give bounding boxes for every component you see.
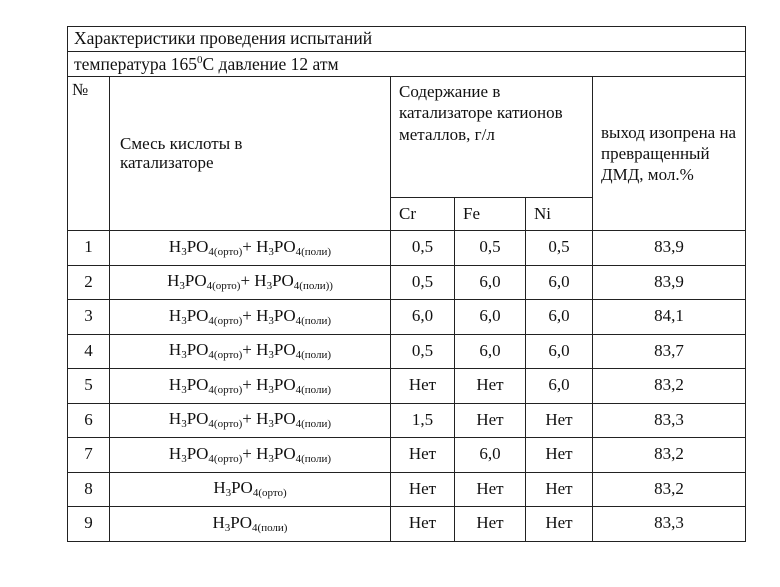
yield-header-text: выход изопрена на превращенный ДМД, мол.% xyxy=(601,122,737,185)
row-number-cell: 5 xyxy=(68,369,110,404)
formula-h-sub: 3 xyxy=(181,383,187,396)
cr-value-cell: Нет xyxy=(391,438,455,473)
column-header-mixture xyxy=(110,77,391,231)
formula-po: PO xyxy=(186,236,209,256)
cr-value-cell: 1,5 xyxy=(391,403,455,438)
formula-po2: PO xyxy=(273,340,296,360)
column-header-cr: Cr xyxy=(391,198,455,231)
formula-po-sub: 4(орто) xyxy=(206,280,241,293)
formula-cell xyxy=(110,369,391,404)
formula-po-sub: 4(орто) xyxy=(208,383,243,396)
conditions-prefix: температура 165 xyxy=(74,53,197,74)
formula-po: PO xyxy=(230,512,253,532)
formula-plus-h: + H xyxy=(242,443,269,463)
formula-h-sub: 3 xyxy=(181,349,187,362)
formula-h2-sub: 3 xyxy=(266,280,273,293)
test-results-table-sheet xyxy=(67,26,745,549)
formula-plus-h: + H xyxy=(242,409,269,429)
formula-cell xyxy=(110,507,391,542)
formula-plus-h: + H xyxy=(240,271,267,291)
table-row xyxy=(68,507,746,542)
formula-h: H xyxy=(168,340,182,360)
table-title: Характеристики проведения испытаний xyxy=(68,27,746,52)
formula-po: PO xyxy=(186,443,209,463)
formula-po2: PO xyxy=(273,443,296,463)
column-header-ni: Ni xyxy=(526,198,593,231)
formula-cell xyxy=(110,231,391,266)
fe-value-cell: Нет xyxy=(455,403,526,438)
ni-value-cell: 6,0 xyxy=(526,369,593,404)
table-row xyxy=(68,231,746,266)
formula-po-sub: 4(поли) xyxy=(252,521,288,534)
formula-po2: PO xyxy=(272,271,294,291)
formula-po: PO xyxy=(186,374,209,394)
cr-value-cell: 6,0 xyxy=(391,300,455,335)
column-header-yield xyxy=(593,77,746,231)
fe-value-cell: Нет xyxy=(455,369,526,404)
table-row xyxy=(68,403,746,438)
formula-plus-h: + H xyxy=(242,374,269,394)
formula-cell xyxy=(110,438,391,473)
fe-value-cell: 0,5 xyxy=(455,231,526,266)
ni-value-cell: 6,0 xyxy=(526,265,593,300)
formula-po2: PO xyxy=(273,236,296,256)
ni-value-cell: Нет xyxy=(526,507,593,542)
formula-cell xyxy=(110,472,391,507)
row-number-cell: 6 xyxy=(68,403,110,438)
formula-po2-sub: 4(поли) xyxy=(295,383,332,396)
test-conditions xyxy=(68,52,746,77)
row-number-cell: 4 xyxy=(68,334,110,369)
formula-h: H xyxy=(168,236,182,256)
fe-value-cell: 6,0 xyxy=(455,265,526,300)
yield-value-cell: 83,3 xyxy=(593,403,746,438)
formula-h2-sub: 3 xyxy=(268,314,274,327)
formula-po-sub: 4(орто) xyxy=(208,349,243,362)
formula-h: H xyxy=(213,478,226,498)
formula-cell xyxy=(110,300,391,335)
formula-po-sub: 4(орто) xyxy=(208,452,243,465)
cr-value-cell: Нет xyxy=(391,369,455,404)
yield-value-cell: 83,2 xyxy=(593,438,746,473)
formula-h-sub: 3 xyxy=(181,452,187,465)
table-row xyxy=(68,334,746,369)
fe-value-cell: 6,0 xyxy=(455,438,526,473)
column-header-content xyxy=(391,77,593,198)
cr-value-cell: 0,5 xyxy=(391,265,455,300)
formula-po: PO xyxy=(186,409,209,429)
formula-h-sub: 3 xyxy=(181,418,187,431)
yield-value-cell: 83,9 xyxy=(593,265,746,300)
formula-po2: PO xyxy=(273,305,296,325)
formula-h-sub: 3 xyxy=(181,314,187,327)
formula-po2-sub: 4(поли) xyxy=(295,314,332,327)
formula-plus-h: + H xyxy=(242,340,269,360)
yield-value-cell: 83,2 xyxy=(593,369,746,404)
ni-value-cell: Нет xyxy=(526,403,593,438)
ni-value-cell: 6,0 xyxy=(526,334,593,369)
formula-h2-sub: 3 xyxy=(268,452,274,465)
yield-value-cell: 84,1 xyxy=(593,300,746,335)
formula-cell xyxy=(110,334,391,369)
row-number-cell: 2 xyxy=(68,265,110,300)
formula-po: PO xyxy=(184,271,207,291)
row-number-cell: 1 xyxy=(68,231,110,266)
formula-h: H xyxy=(167,271,180,291)
formula-po2: PO xyxy=(273,374,296,394)
formula-cell xyxy=(110,265,391,300)
formula-po2: PO xyxy=(273,409,296,429)
formula-po-sub: 4(орто) xyxy=(208,418,243,431)
formula-plus-h: + H xyxy=(242,236,269,256)
formula-po2-sub: 4(поли)) xyxy=(293,280,333,293)
yield-value-cell: 83,2 xyxy=(593,472,746,507)
formula-h2-sub: 3 xyxy=(268,383,274,396)
formula-h-sub: 3 xyxy=(224,521,231,534)
formula-plus-h: + H xyxy=(242,305,269,325)
formula-cell xyxy=(110,403,391,438)
formula-h2-sub: 3 xyxy=(268,418,274,431)
formula-po2-sub: 4(поли) xyxy=(295,245,332,258)
ni-value-cell: 0,5 xyxy=(526,231,593,266)
formula-h-sub: 3 xyxy=(181,245,187,258)
conditions-suffix: С давление 12 атм xyxy=(202,53,339,74)
formula-h-sub: 3 xyxy=(179,280,185,293)
cr-value-cell: 0,5 xyxy=(391,334,455,369)
formula-po2-sub: 4(поли) xyxy=(295,418,332,431)
table-row xyxy=(68,369,746,404)
content-header-text: Содержание в катализаторе катионов металлов, г/л xyxy=(399,82,563,144)
cr-value-cell: 0,5 xyxy=(391,231,455,266)
ni-value-cell: 6,0 xyxy=(526,300,593,335)
fe-value-cell: Нет xyxy=(455,472,526,507)
table-row xyxy=(68,438,746,473)
formula-po-sub: 4(орто) xyxy=(208,314,243,327)
formula-h: H xyxy=(168,443,182,463)
formula-po: PO xyxy=(231,478,253,498)
yield-value-cell: 83,9 xyxy=(593,231,746,266)
formula-po: PO xyxy=(186,305,209,325)
table-row xyxy=(68,472,746,507)
mixture-header-text: Смесь кислоты в катализаторе xyxy=(120,133,243,172)
formula-h: H xyxy=(168,409,182,429)
formula-h: H xyxy=(212,512,225,532)
column-header-fe: Fe xyxy=(455,198,526,231)
formula-h-sub: 3 xyxy=(225,487,232,500)
yield-value-cell: 83,7 xyxy=(593,334,746,369)
formula-po-sub: 4(орто) xyxy=(208,245,243,258)
ni-value-cell: Нет xyxy=(526,438,593,473)
fe-value-cell: 6,0 xyxy=(455,300,526,335)
row-number-cell: 8 xyxy=(68,472,110,507)
formula-po2-sub: 4(поли) xyxy=(295,452,332,465)
yield-value-cell: 83,3 xyxy=(593,507,746,542)
row-number-cell: 7 xyxy=(68,438,110,473)
formula-po2-sub: 4(поли) xyxy=(295,349,332,362)
table-row xyxy=(68,300,746,335)
table-row xyxy=(68,265,746,300)
formula-h: H xyxy=(168,305,182,325)
conditions-degree: 0 xyxy=(197,53,203,66)
row-number-cell: 3 xyxy=(68,300,110,335)
column-header-number: № xyxy=(68,77,110,231)
formula-h2-sub: 3 xyxy=(268,245,274,258)
formula-h2-sub: 3 xyxy=(268,349,274,362)
row-number-cell: 9 xyxy=(68,507,110,542)
formula-po-sub: 4(орто) xyxy=(252,487,287,500)
fe-value-cell: 6,0 xyxy=(455,334,526,369)
formula-po: PO xyxy=(186,340,209,360)
ni-value-cell: Нет xyxy=(526,472,593,507)
fe-value-cell: Нет xyxy=(455,507,526,542)
test-results-table xyxy=(67,26,746,542)
formula-h: H xyxy=(168,374,182,394)
cr-value-cell: Нет xyxy=(391,507,455,542)
cr-value-cell: Нет xyxy=(391,472,455,507)
